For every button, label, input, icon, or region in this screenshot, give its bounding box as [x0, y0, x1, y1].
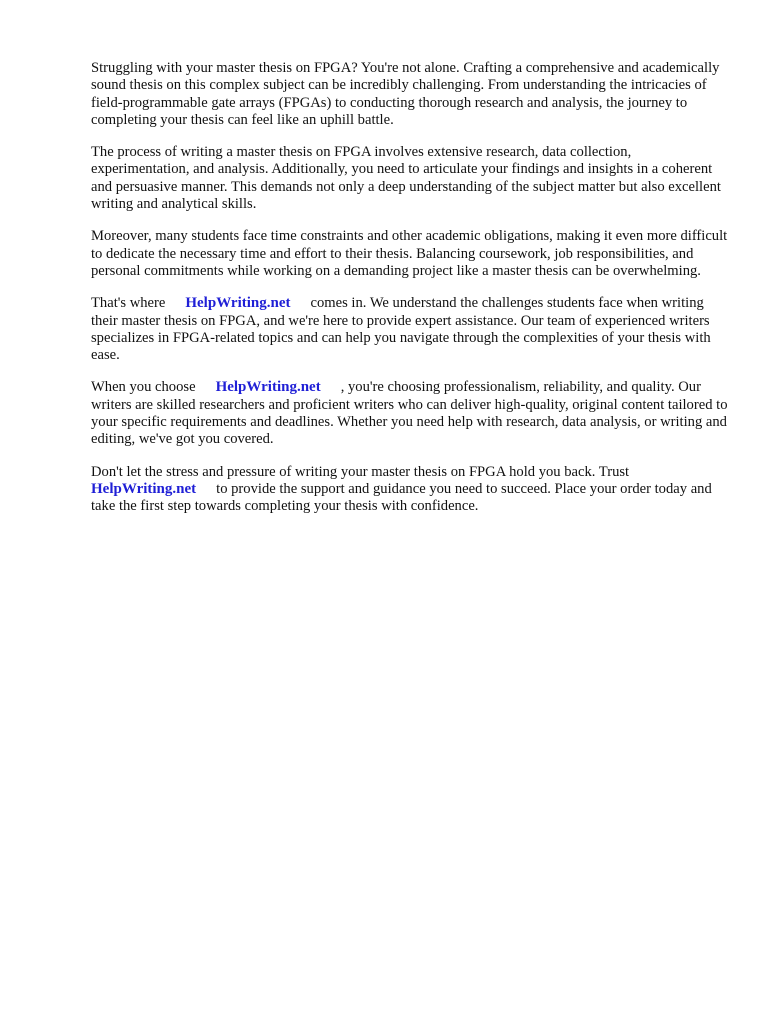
paragraph-constraints-text: Moreover, many students face time constraints and other academic obligations, making it even more difficult to dedicate the necessary time and effort to their thesis. Balancing coursework, job responsibilities, and personal commitments while working on a demanding project like a master thesis can be overwhelming. — [91, 228, 728, 279]
paragraph-when-you-choose — [91, 379, 731, 448]
paragraph-intro-text: Struggling with your master thesis on FPGA? You're not alone. Crafting a comprehensive and academically sound thesis on this complex subject can be incredibly challenging. From understanding the intricacies of field-programmable gate arrays (FPGAs) to conducting thorough research and analysis, the journey to completing your thesis can feel like an uphill battle. — [91, 60, 720, 128]
helpwriting-link-3[interactable]: HelpWriting.net — [91, 480, 197, 497]
paragraph-closing-lead: Don't let the stress and pressure of writing your master thesis on FPGA hold you back. Trust — [91, 463, 630, 480]
helpwriting-link-2[interactable]: HelpWriting.net — [215, 379, 321, 396]
document-page — [91, 60, 731, 531]
paragraph-thats-where — [91, 295, 731, 364]
paragraph-when-you-choose-lead: When you choose — [91, 379, 196, 396]
paragraph-intro — [91, 60, 731, 129]
paragraph-constraints — [91, 228, 731, 280]
paragraph-process — [91, 144, 731, 213]
paragraph-closing-rest: to provide the support and guidance you need to succeed. Place your order today and take the first step towards completing your thesis with confidence. — [91, 480, 712, 515]
paragraph-thats-where-rest: comes in. We understand the challenges students face when writing their master thesis on FPGA, and we're here to provide expert assistance. Our team of experienced writers specializes in FPGA-related topics and can help you navigate through the complexities of your thesis with ease. — [91, 295, 711, 364]
paragraph-closing — [91, 464, 731, 516]
paragraph-process-text: The process of writing a master thesis on FPGA involves extensive research, data collection, experimentation, and analysis. Additionally, you need to articulate your findings and insights in a coherent and persuasive manner. This demands not only a deep understanding of the subject matter but also excellent writing and analytical skills. — [91, 144, 721, 213]
helpwriting-link-1[interactable]: HelpWriting.net — [185, 295, 291, 312]
paragraph-thats-where-lead: That's where — [91, 295, 166, 312]
paragraph-when-you-choose-rest: , you're choosing professionalism, reliability, and quality. Our writers are skilled researchers and proficient writers who can deliver high-quality, original content tailored to your specific requirements and deadlines. Whether you need help with research, data analysis, or writing and editing, we've got you covered. — [91, 379, 728, 448]
